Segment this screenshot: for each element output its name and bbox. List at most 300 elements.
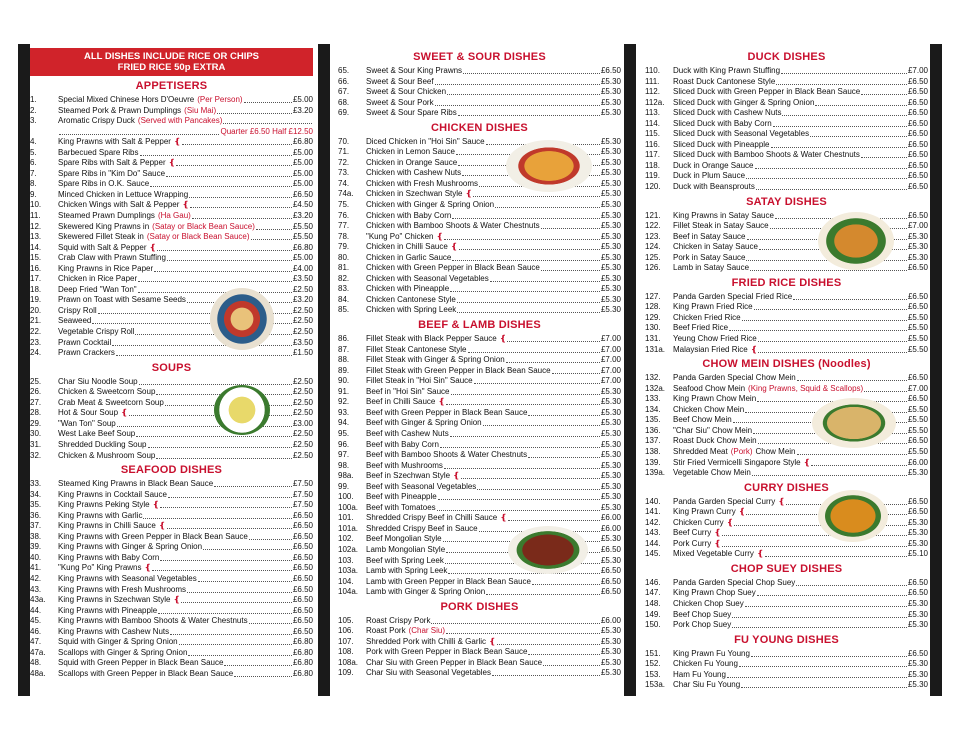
item-name: King Prawns with Green Pepper in Black Bean Sauce (58, 531, 248, 541)
item-price: £5.30 (907, 659, 928, 669)
item-number: 82. (338, 273, 350, 283)
item-name: Beef Curry (673, 528, 712, 538)
menu-item (30, 648, 313, 659)
item-name: Chicken Cantonese Style (366, 294, 456, 304)
item-price: £5.30 (600, 386, 621, 396)
item-number: 19. (30, 295, 42, 305)
menu-item (338, 87, 621, 98)
item-price: £5.30 (600, 502, 621, 512)
item-name: Beef in "Hoi Sin" Sauce (366, 386, 450, 396)
dot-leader (256, 222, 292, 230)
item-price: £5.00 (292, 95, 313, 104)
item-price: £6.50 (907, 496, 928, 506)
dot-leader (508, 513, 600, 521)
item-name: King Prawns in Cocktail Sauce (58, 489, 167, 499)
item-price: £5.00 (292, 168, 313, 178)
chicken-dish-photo (506, 140, 592, 192)
dot-leader (182, 137, 292, 145)
item-name: Sliced Duck with Baby Corn (673, 118, 772, 128)
item-number: 40. (30, 552, 42, 562)
dot-leader (143, 511, 291, 519)
item-price: £5.30 (600, 200, 621, 210)
menu-item (645, 394, 928, 405)
item-price: £5.50 (907, 334, 928, 344)
dot-leader (198, 574, 292, 582)
item-number: 138. (645, 446, 661, 456)
item-name: Crab Meat & Sweetcorn Soup (58, 397, 164, 407)
item-price: £6.50 (907, 373, 928, 383)
dot-leader (741, 680, 907, 688)
item-price: £5.00 (292, 253, 313, 263)
item-name: Lamb Mongolian Style (366, 544, 446, 554)
item-number: 150. (645, 620, 661, 630)
item-number: 24. (30, 348, 42, 358)
item-name: Shredded Crispy Beef in Sauce (366, 523, 478, 533)
item-number: 143. (645, 528, 661, 538)
section-heading: CHICKEN DISHES (431, 121, 528, 134)
item-name: Chicken in Rice Paper (58, 274, 138, 284)
dot-leader (541, 263, 600, 271)
menu-item (338, 637, 621, 648)
item-number: 32. (30, 450, 42, 460)
dot-leader (532, 577, 600, 585)
item-price: £6.80 (292, 647, 313, 657)
menu-item (645, 211, 928, 222)
dot-leader (742, 313, 907, 321)
dot-leader (732, 620, 907, 628)
divider-bar-2 (624, 44, 636, 696)
menu-item (338, 524, 621, 535)
section-heading: FU YOUNG DISHES (734, 633, 839, 646)
item-name: Beef in Chilli Sauce (366, 397, 436, 407)
dot-leader (782, 108, 906, 116)
item-number: 125. (645, 252, 661, 262)
dot-leader (167, 521, 292, 529)
menu-item (338, 626, 621, 637)
item-number: 100a. (338, 502, 359, 512)
dot-leader (492, 668, 600, 676)
item-number: 104a. (338, 587, 359, 597)
item-number: 28. (30, 408, 42, 418)
item-name: Chicken with Baby Corn (366, 210, 452, 220)
item-number: 43. (30, 584, 42, 594)
dot-leader (192, 211, 292, 219)
menu-item (30, 451, 313, 462)
item-price: £2.50 (292, 305, 313, 315)
chili-icon: ❴ (152, 500, 160, 510)
item-name: Prawn on Toast with Sesame Seeds (58, 295, 186, 305)
menu-item (338, 461, 621, 472)
item-price: £7.00 (600, 355, 621, 365)
item-number: 132a. (645, 383, 666, 393)
menu-column-3 (645, 48, 928, 690)
menu-item (30, 553, 313, 564)
item-number: 5. (30, 147, 37, 157)
dot-leader (451, 387, 600, 395)
item-name: Scallops with Green Pepper in Black Bean Sauce (58, 668, 234, 678)
item-number: 15. (30, 253, 42, 263)
menu-item (338, 334, 621, 345)
menu-item (338, 577, 621, 588)
dot-leader (234, 669, 292, 677)
item-note: (Per Person) (197, 95, 243, 104)
item-name: Char Siu Noodle Soup (58, 376, 138, 386)
dot-leader (746, 171, 907, 179)
section-heading: DUCK DISHES (747, 51, 826, 63)
item-number: 112a. (645, 97, 665, 107)
item-name: Beef in Szechwan Style (366, 471, 451, 481)
item-price: £6.50 (292, 616, 313, 626)
chili-icon: ❴ (756, 549, 764, 559)
item-price: £6.50 (600, 587, 621, 597)
item-number: 74a. (338, 189, 354, 199)
item-price: £6.50 (600, 576, 621, 586)
item-note: (Satay or Black Bean Sauce) (146, 232, 250, 242)
menu-item (30, 669, 313, 680)
item-name: Prawn Cocktail (58, 337, 112, 347)
soup-bowl-photo (214, 385, 270, 435)
section-heading: FRIED RICE DISHES (731, 276, 842, 289)
item-note: (Siu Mai) (184, 105, 217, 115)
item-price: £5.30 (907, 252, 928, 262)
item-number: 139a. (645, 468, 666, 478)
curry-dish-photo (818, 490, 888, 542)
dot-leader (751, 649, 907, 657)
item-number: 130. (645, 323, 661, 333)
item-name: King Prawns with Salt & Pepper (58, 137, 171, 147)
item-number: 92. (338, 397, 350, 407)
item-number: 23. (30, 337, 42, 347)
dot-leader (765, 549, 907, 557)
chili-icon: ❴ (500, 513, 507, 523)
item-number: 20. (30, 305, 42, 315)
item-number: 102. (338, 534, 354, 544)
menu-item (30, 574, 313, 585)
item-price: £5.30 (600, 136, 621, 146)
menu-item (645, 292, 928, 303)
menu-item (338, 295, 621, 306)
menu-item (645, 549, 928, 560)
menu-item (645, 161, 928, 172)
item-price: £5.30 (600, 242, 621, 252)
item-name: Chicken with Fresh Mushrooms (366, 178, 479, 188)
item-name: Beef with Seasonal Vegetables (366, 481, 477, 491)
dot-leader (483, 418, 600, 426)
dot-leader (861, 87, 907, 95)
item-name: Duck with King Prawn Stuffing (673, 66, 781, 75)
item-name: Squid with Ginger & Spring Onion (58, 637, 178, 647)
dot-leader (138, 285, 292, 293)
item-name: King Prawns in Satay Sauce (673, 210, 774, 220)
item-number: 33. (30, 479, 42, 489)
menu-item (645, 98, 928, 109)
dot-leader (864, 384, 907, 392)
item-number: 134. (645, 404, 661, 414)
item-number: 151. (645, 648, 661, 658)
item-name: Prawn Crackers (58, 348, 115, 358)
dot-leader (168, 490, 292, 498)
chili-icon: ❴ (173, 595, 181, 605)
item-price: £2.50 (292, 439, 313, 449)
menu-item (338, 450, 621, 461)
item-price: £5.30 (907, 517, 928, 527)
menu-item (338, 418, 621, 429)
dot-leader (450, 284, 600, 292)
item-price: £5.30 (600, 647, 621, 657)
item-price: £6.50 (907, 139, 928, 149)
item-number: 47a. (30, 647, 46, 657)
dot-leader (459, 242, 600, 250)
item-name: Lamb with Ginger & Spring Onion (366, 587, 486, 597)
item-price: £6.50 (907, 588, 928, 598)
dot-leader (468, 345, 600, 353)
divider-bar-1 (318, 44, 330, 696)
item-price: £5.00 (292, 158, 313, 168)
item-number: 111. (645, 76, 660, 86)
item-number: 44. (30, 605, 42, 615)
item-number: 117. (645, 150, 660, 160)
item-price: £5.30 (600, 157, 621, 167)
item-name: Roast Crispy Pork (366, 615, 431, 625)
item-name: King Prawns in Szechwan Style (58, 595, 171, 605)
section-heading: APPETISERS (135, 80, 208, 92)
item-number: 90. (338, 376, 350, 386)
item-number: 114. (645, 118, 660, 128)
item-number: 74. (338, 178, 350, 188)
dot-leader (160, 500, 292, 508)
dot-leader (541, 221, 600, 229)
item-name: Sweet & Sour Chicken (366, 87, 447, 97)
item-price: £6.50 (907, 263, 928, 273)
item-price: £5.30 (600, 657, 621, 667)
item-price: £2.50 (292, 284, 313, 294)
item-name: West Lake Beef Soup (58, 429, 136, 439)
item-number: 48. (30, 658, 42, 668)
item-price: £6.50 (907, 436, 928, 446)
dot-leader (59, 127, 219, 135)
item-name: Pork in Satay Sauce (673, 252, 746, 262)
chili-icon: ❴ (714, 538, 721, 548)
item-number: 25. (30, 376, 42, 386)
menu-item (338, 376, 621, 387)
item-price: £2.50 (292, 397, 313, 407)
dot-leader (157, 243, 292, 251)
dot-leader (474, 376, 600, 384)
dot-leader (440, 440, 600, 448)
item-name: Shredded Pork with Chilli & Garlic (366, 636, 487, 646)
item-number: 146. (645, 577, 661, 587)
menu-item (30, 190, 313, 201)
item-number: 12. (30, 221, 42, 231)
item-price: £6.50 (292, 563, 313, 573)
dot-leader (458, 108, 600, 116)
menu-item (30, 479, 313, 490)
menu-item (30, 253, 313, 264)
item-name: Chicken with Green Pepper in Black Bean Sauce (366, 263, 540, 273)
item-number: 113. (645, 108, 660, 118)
item-name: Lamb with Green Pepper in Black Bean Sauce (366, 576, 531, 586)
menu-item (645, 670, 928, 681)
item-number: 131a. (645, 344, 666, 354)
item-price: £6.80 (292, 242, 313, 252)
dot-leader (739, 659, 907, 667)
chili-icon: ❴ (121, 408, 128, 418)
item-price: £5.30 (600, 76, 621, 86)
dot-leader (754, 302, 907, 310)
item-price: £7.50 (292, 489, 313, 499)
menu-item (30, 158, 313, 169)
item-number: 26. (30, 387, 42, 397)
item-number: 103a. (338, 566, 359, 576)
item-price: £4.50 (292, 200, 313, 210)
menu-item (30, 511, 313, 522)
item-price: £5.30 (600, 481, 621, 491)
chili-icon: ❴ (726, 517, 734, 527)
item-name: Stir Fried Vermicelli Singapore Style (673, 457, 801, 467)
item-price: £5.30 (600, 231, 621, 241)
menu-item (30, 243, 313, 254)
item-price: £5.00 (292, 179, 313, 189)
item-name: Lamb in Satay Sauce (673, 263, 750, 273)
item-name-suffix: Chow Mein (755, 446, 796, 456)
item-name: Chicken with Pineapple (366, 284, 450, 294)
dot-leader (773, 119, 907, 127)
item-name: Squid with Green Pepper in Black Bean Sauce (58, 658, 224, 668)
item-price: £3.00 (292, 418, 313, 428)
menu-item (645, 578, 928, 589)
menu-item (338, 387, 621, 398)
item-price: £6.50 (292, 605, 313, 615)
item-price: £6.50 (907, 87, 928, 97)
item-price: £7.00 (907, 221, 928, 231)
dot-leader (810, 129, 907, 137)
dot-leader (435, 77, 600, 85)
item-name: Fillet Steak with Ginger & Spring Onion (366, 355, 505, 365)
item-name: Diced Chicken in "Hoi Sin" Sauce (366, 136, 485, 146)
item-name: Panda Garden Special Fried Rice (673, 291, 793, 301)
menu-item (30, 521, 313, 532)
chili-icon: ❴ (453, 471, 460, 481)
dot-leader (214, 479, 292, 487)
item-number: 48a. (30, 668, 46, 678)
item-number: 108. (338, 647, 354, 657)
menu-item (30, 387, 313, 398)
menu-item (338, 440, 621, 451)
menu-item (30, 585, 313, 596)
dot-leader (438, 492, 600, 500)
section-heading: SEAFOOD DISHES (120, 464, 223, 477)
dot-leader (757, 588, 907, 596)
dot-leader (447, 87, 600, 95)
chili-icon: ❴ (438, 397, 446, 407)
menu-item (338, 616, 621, 627)
menu-item (338, 355, 621, 366)
item-number: 98a. (338, 471, 354, 481)
item-number: 121. (645, 210, 661, 220)
item-price: £5.30 (600, 636, 621, 646)
chili-icon: ❴ (738, 507, 746, 517)
item-name: King Prawns in Rice Paper (58, 263, 154, 273)
item-name: "Char Siu" Chow Mein (673, 425, 753, 435)
menu-item (30, 637, 313, 648)
section-heading: SATAY DISHES (746, 195, 827, 208)
item-number: 36. (30, 510, 42, 520)
item-name: Chicken & Sweetcorn Soup (58, 387, 156, 397)
item-price: £7.50 (292, 479, 313, 489)
dot-leader (507, 334, 600, 342)
item-name: Steamed King Prawns in Black Bean Sauce (58, 479, 214, 489)
chili-icon: ❴ (149, 242, 157, 252)
dot-leader (160, 553, 292, 561)
item-name: "Kung Po" Chicken (366, 231, 434, 241)
item-number: 34. (30, 489, 42, 499)
item-number: 9. (30, 189, 37, 199)
menu-column-1 (30, 48, 313, 684)
menu-item (645, 588, 928, 599)
item-price: £6.50 (292, 573, 313, 583)
item-number: 110. (645, 66, 660, 75)
item-number: 100. (338, 492, 354, 502)
item-number: 43a. (30, 595, 46, 605)
chili-icon: ❴ (778, 496, 785, 506)
item-price: £7.00 (600, 376, 621, 386)
item-name: King Prawns with Baby Corn (58, 552, 160, 562)
item-name: Squid with Salt & Pepper (58, 242, 147, 252)
menu-item (30, 338, 313, 349)
item-price: £5.30 (600, 252, 621, 262)
item-name: Yeung Chow Fried Rice (673, 334, 757, 344)
item-price: £5.30 (600, 178, 621, 188)
item-price: £6.50 (292, 626, 313, 636)
item-name: "Wan Ton" Soup (58, 418, 116, 428)
dot-leader (745, 599, 907, 607)
item-name: Hot & Sour Soup (58, 408, 119, 418)
item-number: 148. (645, 598, 661, 608)
item-price: £6.50 (600, 66, 621, 75)
item-name: Fillet Steak Cantonese Style (366, 344, 467, 354)
item-name: Deep Fried "Wan Ton" (58, 284, 137, 294)
chili-icon: ❴ (499, 334, 507, 344)
item-number: 83. (338, 284, 350, 294)
item-number: 108a. (338, 657, 359, 667)
item-price: £6.50 (292, 595, 313, 605)
item-name: Chicken & Mushroom Soup (58, 450, 156, 460)
item-price: £5.30 (600, 428, 621, 438)
menu-item (30, 127, 313, 138)
menu-item (645, 680, 928, 691)
item-note: (Pork) (730, 446, 753, 456)
item-price: £5.30 (907, 231, 928, 241)
dot-leader (431, 616, 600, 624)
item-name: Beef with Bamboo Shoots & Water Chestnuts (366, 450, 528, 460)
item-name: Sweet & Sour King Prawns (366, 66, 463, 75)
item-number: 2. (30, 105, 37, 115)
dot-leader (732, 610, 907, 618)
menu-item (645, 140, 928, 151)
menu-item (338, 77, 621, 88)
dot-leader (452, 253, 600, 261)
item-name: King Prawn Fu Young (673, 648, 750, 658)
dot-leader (552, 366, 600, 374)
item-price: £5.30 (600, 294, 621, 304)
dot-leader (224, 658, 292, 666)
menu-item (338, 253, 621, 264)
dot-leader (181, 595, 292, 603)
menu-item (645, 150, 928, 161)
item-price: £3.20 (292, 211, 313, 221)
item-number: 68. (338, 97, 350, 107)
item-price: £5.30 (600, 626, 621, 636)
